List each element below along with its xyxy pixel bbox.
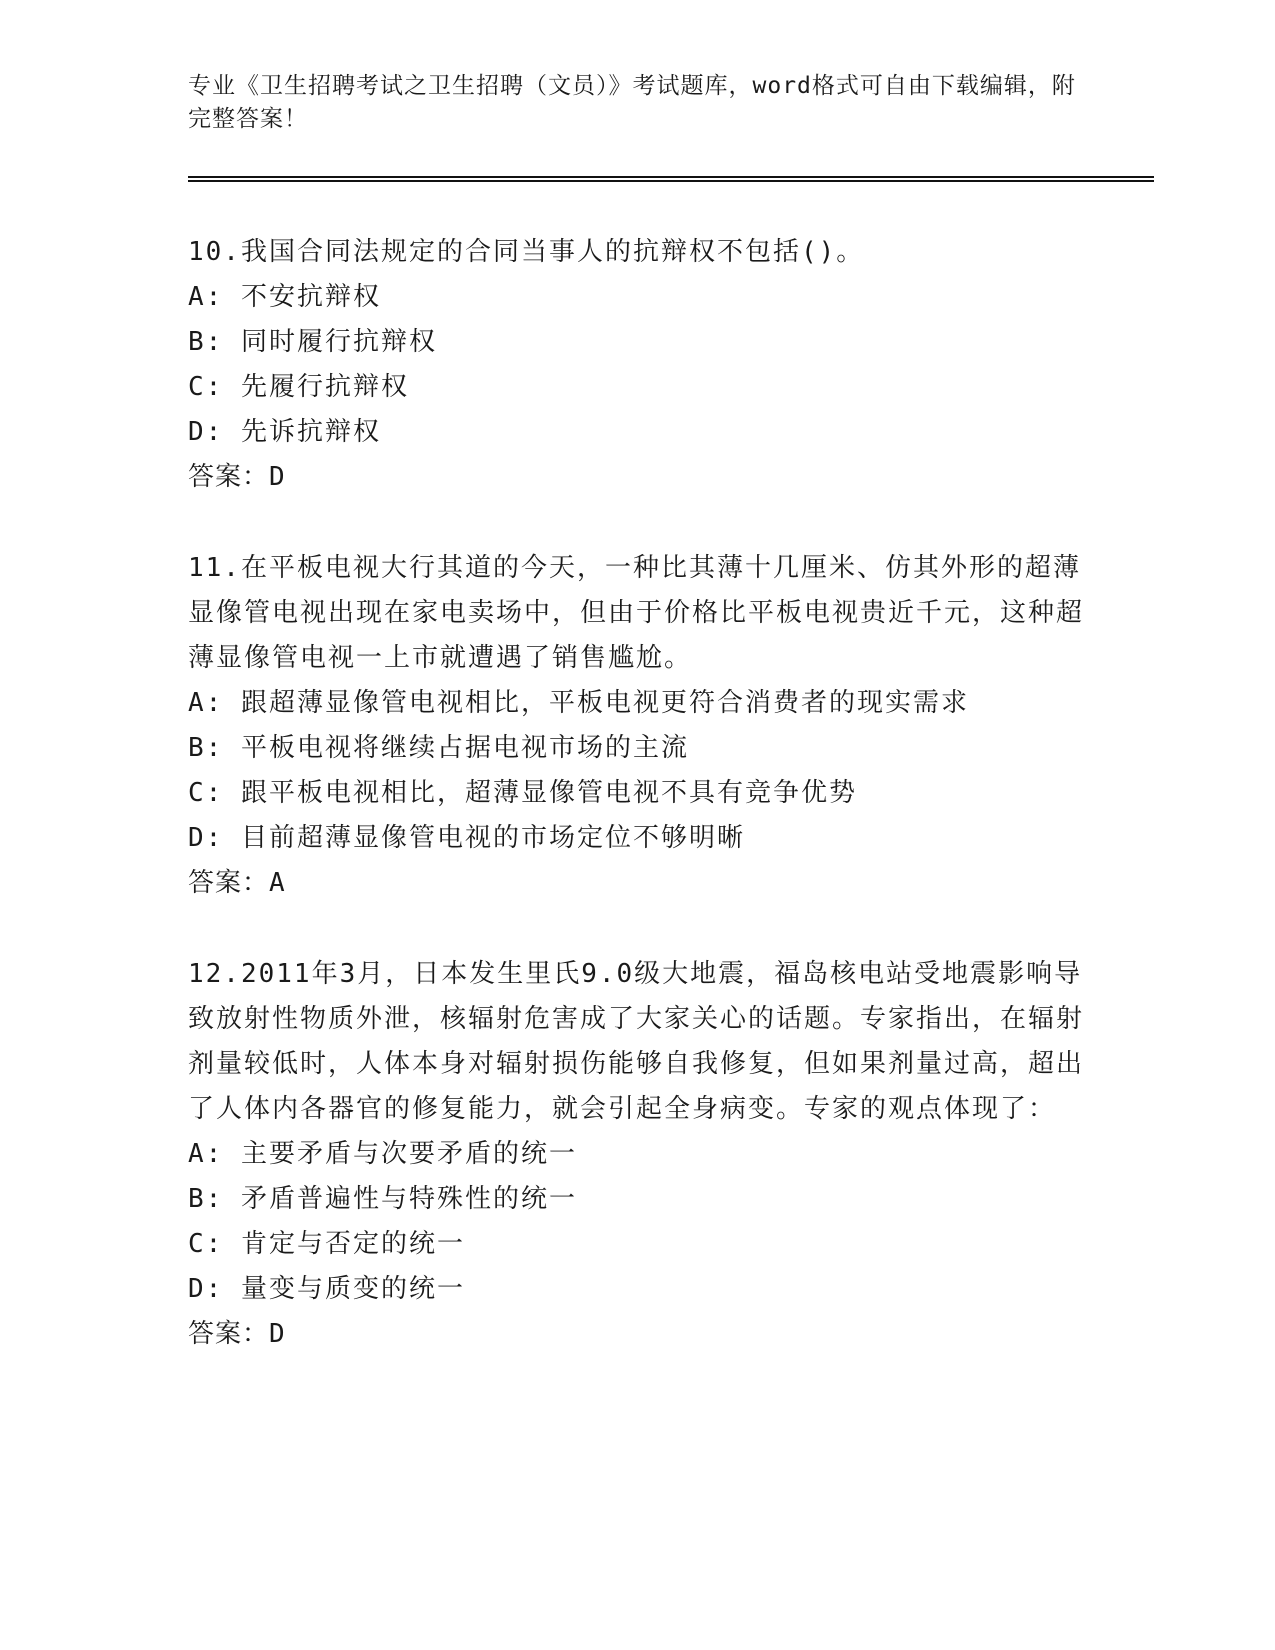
question-stem: 12.2011年3月，日本发生里氏9.0级大地震，福岛核电站受地震影响导致放射性物质外泄，核辐射危害成了大家关心的话题。专家指出，在辐射剂量较低时，人体本身对辐射损伤能够自我修复，但如果剂量过高，超出了人体内各器官的修复能力，就会引起全身病变。专家的观点体现了：	[188, 959, 1085, 1124]
answer-line: 答案：D	[188, 1319, 286, 1349]
option-a: A: 不安抗辩权	[188, 282, 381, 312]
document-header-text: 专业《卫生招聘考试之卫生招聘（文员）》考试题库，word格式可自由下载编辑，附完整答案！	[188, 73, 1076, 132]
option-d: D: 先诉抗辩权	[188, 417, 381, 447]
option-b: B: 平板电视将继续占据电视市场的主流	[188, 733, 689, 763]
option-a: A: 跟超薄显像管电视相比，平板电视更符合消费者的现实需求	[188, 688, 969, 718]
question-11	[188, 546, 1158, 906]
answer-line: 答案：D	[188, 462, 286, 492]
divider-line-bottom	[188, 180, 1154, 182]
question-stem: 10.我国合同法规定的合同当事人的抗辩权不包括()。	[188, 237, 865, 267]
option-b: B: 同时履行抗辩权	[188, 327, 437, 357]
option-d: D: 量变与质变的统一	[188, 1274, 465, 1304]
question-10	[188, 230, 1158, 500]
header-divider	[188, 176, 1154, 182]
question-stem: 11.在平板电视大行其道的今天，一种比其薄十几厘米、仿其外形的超薄显像管电视出现在家电卖场中，但由于价格比平板电视贵近千元，这种超薄显像管电视一上市就遭遇了销售尴尬。	[188, 553, 1085, 673]
answer-line: 答案：A	[188, 868, 286, 898]
option-c: C: 肯定与否定的统一	[188, 1229, 465, 1259]
option-b: B: 矛盾普遍性与特殊性的统一	[188, 1184, 577, 1214]
option-a: A: 主要矛盾与次要矛盾的统一	[188, 1139, 577, 1169]
option-c: C: 跟平板电视相比，超薄显像管电视不具有竞争优势	[188, 778, 857, 808]
option-d: D: 目前超薄显像管电视的市场定位不够明晰	[188, 823, 745, 853]
divider-line-top	[188, 176, 1154, 178]
question-12	[188, 952, 1158, 1357]
option-c: C: 先履行抗辩权	[188, 372, 409, 402]
document-page	[188, 70, 1158, 1357]
